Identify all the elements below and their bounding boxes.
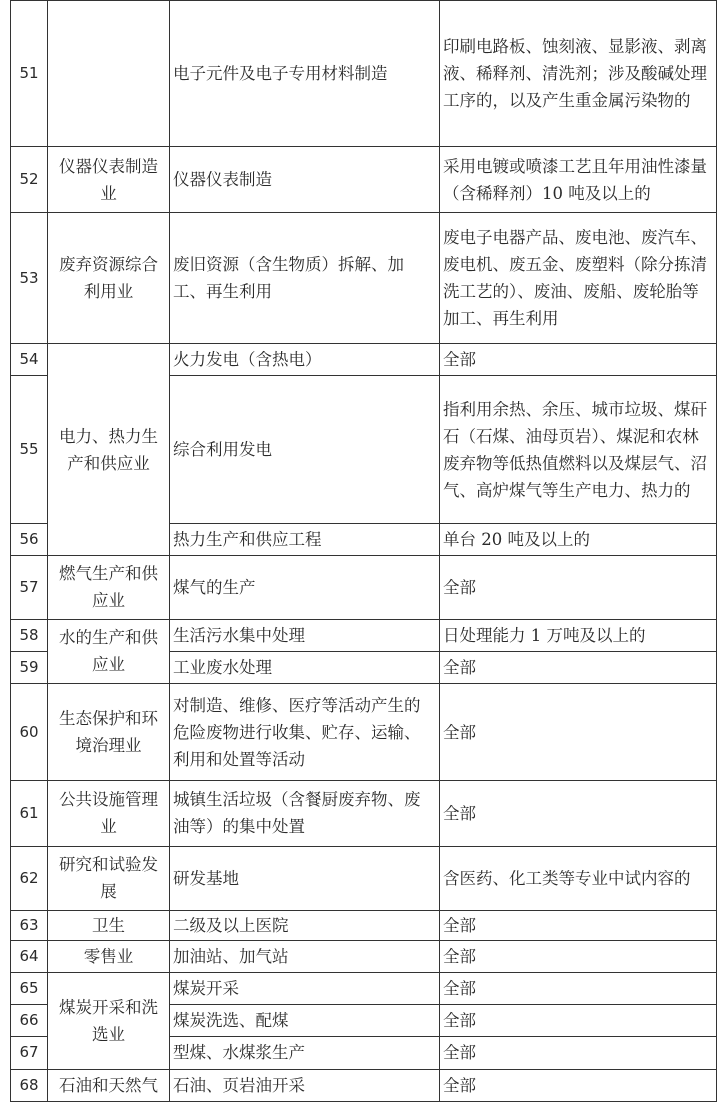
industry-cell: 水的生产和供应业 bbox=[48, 619, 170, 684]
table-row bbox=[11, 941, 717, 972]
row-number: 63 bbox=[11, 911, 48, 941]
scope-cell: 单台 20 吨及以上的 bbox=[440, 523, 717, 555]
row-number: 58 bbox=[11, 619, 48, 651]
table-row bbox=[11, 212, 717, 343]
row-number: 61 bbox=[11, 781, 48, 847]
category-cell: 石油、页岩油开采 bbox=[170, 1069, 440, 1101]
scope-cell: 全部 bbox=[440, 556, 717, 620]
scope-cell: 全部 bbox=[440, 941, 717, 972]
row-number: 64 bbox=[11, 941, 48, 972]
row-number: 55 bbox=[11, 376, 48, 523]
category-cell: 型煤、水煤浆生产 bbox=[170, 1037, 440, 1069]
table-row bbox=[11, 344, 717, 376]
category-cell: 废旧资源（含生物质）拆解、加工、再生利用 bbox=[170, 212, 440, 343]
category-cell: 城镇生活垃圾（含餐厨废弃物、废油等）的集中处置 bbox=[170, 781, 440, 847]
category-cell: 工业废水处理 bbox=[170, 651, 440, 683]
industry-cell: 石油和天然气 bbox=[48, 1069, 170, 1101]
table-row bbox=[11, 846, 717, 911]
category-cell: 研发基地 bbox=[170, 846, 440, 911]
scope-cell: 采用电镀或喷漆工艺且年用油性漆量（含稀释剂）10 吨及以上的 bbox=[440, 147, 717, 213]
row-number: 62 bbox=[11, 846, 48, 911]
scope-cell: 全部 bbox=[440, 972, 717, 1004]
category-cell: 综合利用发电 bbox=[170, 376, 440, 523]
industry-table bbox=[10, 0, 717, 1102]
industry-cell: 燃气生产和供应业 bbox=[48, 556, 170, 620]
row-number: 57 bbox=[11, 556, 48, 620]
row-number: 53 bbox=[11, 212, 48, 343]
table-row bbox=[11, 684, 717, 781]
row-number: 54 bbox=[11, 344, 48, 376]
table-row bbox=[11, 972, 717, 1004]
industry-cell: 电力、热力生产和供应业 bbox=[48, 344, 170, 556]
category-cell: 仪器仪表制造 bbox=[170, 147, 440, 213]
scope-cell: 全部 bbox=[440, 1069, 717, 1101]
row-number: 59 bbox=[11, 651, 48, 683]
scope-cell: 全部 bbox=[440, 911, 717, 941]
table-row bbox=[11, 911, 717, 941]
row-number: 67 bbox=[11, 1037, 48, 1069]
industry-cell: 废弃资源综合利用业 bbox=[48, 212, 170, 343]
row-number: 66 bbox=[11, 1005, 48, 1037]
scope-cell: 指利用余热、余压、城市垃圾、煤矸石（石煤、油母页岩）、煤泥和农林废弃物等低热值燃料以及煤层气、沼气、高炉煤气等生产电力、热力的 bbox=[440, 376, 717, 523]
scope-cell: 废电子电器产品、废电池、废汽车、废电机、废五金、废塑料（除分拣清洗工艺的）、废油、废船、废轮胎等加工、再生利用 bbox=[440, 212, 717, 343]
table-row bbox=[11, 147, 717, 213]
category-cell: 火力发电（含热电） bbox=[170, 344, 440, 376]
category-cell: 煤气的生产 bbox=[170, 556, 440, 620]
table-row bbox=[11, 619, 717, 651]
category-cell: 煤炭开采 bbox=[170, 972, 440, 1004]
industry-cell: 仪器仪表制造业 bbox=[48, 147, 170, 213]
scope-cell: 全部 bbox=[440, 651, 717, 683]
scope-cell: 含医药、化工类等专业中试内容的 bbox=[440, 846, 717, 911]
table-row bbox=[11, 1, 717, 147]
scope-cell: 日处理能力 1 万吨及以上的 bbox=[440, 619, 717, 651]
category-cell: 热力生产和供应工程 bbox=[170, 523, 440, 555]
industry-cell: 煤炭开采和洗选业 bbox=[48, 972, 170, 1069]
industry-cell: 零售业 bbox=[48, 941, 170, 972]
table-row bbox=[11, 556, 717, 620]
category-cell: 对制造、维修、医疗等活动产生的危险废物进行收集、贮存、运输、利用和处置等活动 bbox=[170, 684, 440, 781]
category-cell: 煤炭洗选、配煤 bbox=[170, 1005, 440, 1037]
industry-cell: 生态保护和环境治理业 bbox=[48, 684, 170, 781]
scope-cell: 印刷电路板、蚀刻液、显影液、剥离液、稀释剂、清洗剂；涉及酸碱处理工序的，以及产生重金属污染物的 bbox=[440, 1, 717, 147]
table-row bbox=[11, 781, 717, 847]
scope-cell: 全部 bbox=[440, 344, 717, 376]
row-number: 68 bbox=[11, 1069, 48, 1101]
category-cell: 加油站、加气站 bbox=[170, 941, 440, 972]
industry-cell: 卫生 bbox=[48, 911, 170, 941]
category-cell: 二级及以上医院 bbox=[170, 911, 440, 941]
row-number: 60 bbox=[11, 684, 48, 781]
scope-cell: 全部 bbox=[440, 781, 717, 847]
row-number: 51 bbox=[11, 1, 48, 147]
table-row bbox=[11, 1069, 717, 1101]
category-cell: 电子元件及电子专用材料制造 bbox=[170, 1, 440, 147]
scope-cell: 全部 bbox=[440, 684, 717, 781]
row-number: 52 bbox=[11, 147, 48, 213]
industry-cell: 研究和试验发展 bbox=[48, 846, 170, 911]
industry-cell bbox=[48, 1, 170, 147]
row-number: 56 bbox=[11, 523, 48, 555]
row-number: 65 bbox=[11, 972, 48, 1004]
scope-cell: 全部 bbox=[440, 1005, 717, 1037]
industry-cell: 公共设施管理业 bbox=[48, 781, 170, 847]
scope-cell: 全部 bbox=[440, 1037, 717, 1069]
category-cell: 生活污水集中处理 bbox=[170, 619, 440, 651]
